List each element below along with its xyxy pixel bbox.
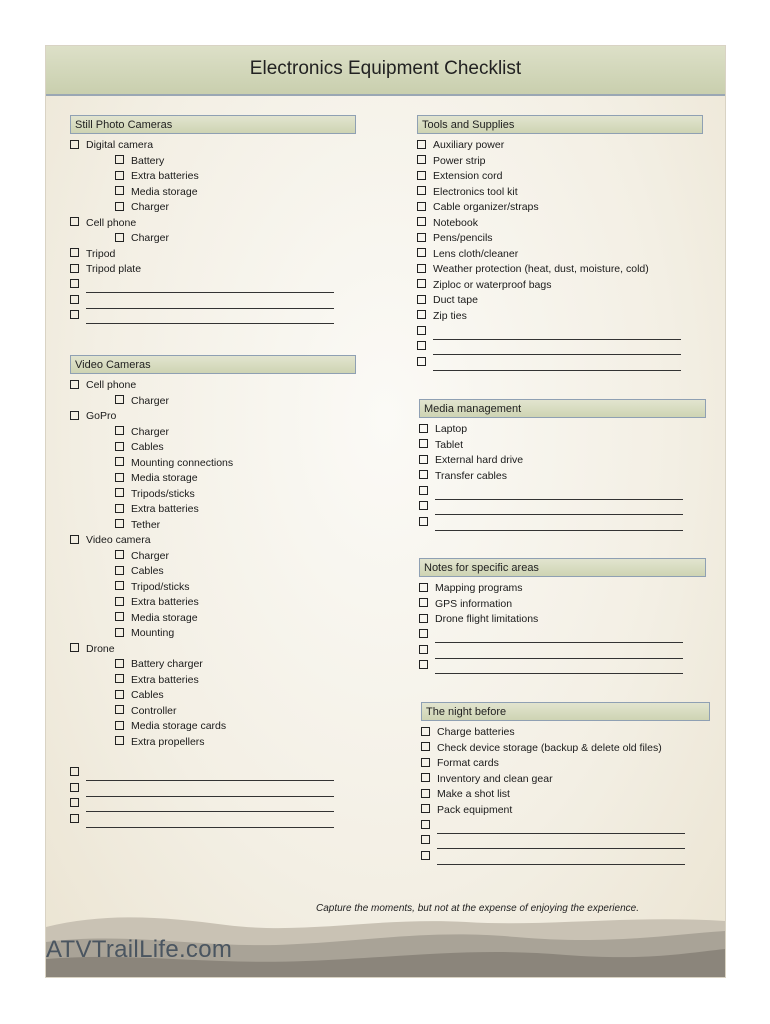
- checklist-item: [70, 580, 356, 596]
- blank-checklist-item: [70, 278, 356, 294]
- checklist-item: [419, 612, 706, 628]
- blank-checklist-item: [419, 643, 706, 659]
- item-label: Power strip: [433, 154, 486, 167]
- checkbox[interactable]: [417, 357, 426, 366]
- section-tools-and-supplies: [417, 115, 703, 371]
- blank-checklist-item: [421, 834, 710, 850]
- checkbox[interactable]: [417, 326, 426, 335]
- item-label: Lens cloth/cleaner: [433, 247, 519, 260]
- item-label: Zip ties: [433, 309, 467, 322]
- section-heading: Tools and Supplies: [417, 115, 703, 134]
- checklist-item: [417, 216, 703, 232]
- item-label: Battery: [131, 154, 165, 167]
- checklist-item: [70, 688, 356, 704]
- checklist-item: [70, 262, 356, 278]
- item-label: Mounting connections: [131, 456, 234, 469]
- checklist-item: [421, 756, 710, 772]
- checklist-item: [417, 169, 703, 185]
- checkbox[interactable]: [421, 727, 430, 736]
- checklist: [417, 138, 703, 371]
- checkbox[interactable]: [115, 705, 124, 714]
- checkbox[interactable]: [115, 519, 124, 528]
- checkbox[interactable]: [115, 721, 124, 730]
- checklist-item: [417, 309, 703, 325]
- checkbox[interactable]: [115, 674, 124, 683]
- write-in-line[interactable]: [435, 505, 683, 515]
- item-label: Notebook: [433, 216, 478, 229]
- checkbox[interactable]: [419, 614, 428, 623]
- item-label: Tripod/sticks: [131, 580, 190, 593]
- page-title: Electronics Equipment Checklist: [249, 58, 522, 79]
- checklist-item: [417, 185, 703, 201]
- write-in-line[interactable]: [86, 802, 334, 812]
- checklist-item: [70, 704, 356, 720]
- write-in-line[interactable]: [86, 283, 334, 293]
- checkbox[interactable]: [115, 457, 124, 466]
- checklist-item: [419, 453, 706, 469]
- checklist-item: [417, 247, 703, 263]
- blank-checklist-item: [421, 818, 710, 834]
- checkbox[interactable]: [115, 550, 124, 559]
- checkbox[interactable]: [70, 295, 79, 304]
- checkbox[interactable]: [419, 645, 428, 654]
- checklist-item: [70, 425, 356, 441]
- checklist-item: [70, 735, 356, 751]
- checklist-item: [70, 440, 356, 456]
- checklist-item: [70, 216, 356, 232]
- checklist-item: [417, 138, 703, 154]
- checkbox[interactable]: [419, 424, 428, 433]
- checkbox[interactable]: [417, 171, 426, 180]
- write-in-line[interactable]: [437, 824, 685, 834]
- checklist-item: [421, 803, 710, 819]
- section-heading: Notes for specific areas: [419, 558, 706, 577]
- write-in-line[interactable]: [86, 818, 334, 828]
- checkbox[interactable]: [115, 566, 124, 575]
- item-label: Tripods/sticks: [131, 487, 195, 500]
- item-label: Extra batteries: [131, 503, 199, 515]
- checkbox[interactable]: [115, 690, 124, 699]
- checkbox[interactable]: [70, 411, 79, 420]
- item-label: Make a shot list: [437, 788, 510, 800]
- checklist-item: [421, 725, 710, 741]
- checkbox[interactable]: [115, 171, 124, 180]
- checklist-item: [417, 200, 703, 216]
- checkbox[interactable]: [421, 804, 430, 813]
- write-in-line[interactable]: [433, 330, 681, 340]
- checklist-item: [70, 471, 356, 487]
- write-in-line[interactable]: [86, 787, 334, 797]
- checklist: [421, 725, 710, 865]
- item-label: Extra propellers: [131, 735, 205, 748]
- item-label: Check device storage (backup & delete old files): [437, 741, 662, 754]
- title-bar: [46, 46, 725, 96]
- checkbox[interactable]: [70, 248, 79, 257]
- blank-checklist-item: [417, 355, 703, 371]
- item-label: Cell phone: [86, 216, 137, 229]
- checkbox[interactable]: [70, 264, 79, 273]
- checkbox[interactable]: [115, 628, 124, 637]
- checklist-item: [419, 581, 706, 597]
- checklist-item: [70, 564, 356, 580]
- blank-checklist-item: [419, 659, 706, 675]
- checklist-item: [70, 502, 356, 518]
- checklist-item: [70, 626, 356, 642]
- checkbox[interactable]: [115, 659, 124, 668]
- blank-checklist-item: [417, 324, 703, 340]
- blank-checklist-item: [70, 797, 356, 813]
- item-label: Digital camera: [86, 139, 154, 151]
- item-label: Media storage: [131, 472, 198, 484]
- item-label: Transfer cables: [435, 469, 507, 482]
- checklist-item: [70, 185, 356, 201]
- write-in-line[interactable]: [86, 314, 334, 324]
- section-video-cameras: [70, 355, 356, 828]
- checklist-item: [70, 154, 356, 170]
- section-notes-for-specific-areas: [419, 558, 706, 674]
- item-label: Extension cord: [433, 170, 503, 182]
- checkbox[interactable]: [417, 202, 426, 211]
- footer-quote: Capture the moments, but not at the expense of enjoying the experience.: [316, 903, 639, 914]
- checkbox[interactable]: [419, 501, 428, 510]
- blank-checklist-item: [70, 781, 356, 797]
- blank-checklist-item: [419, 628, 706, 644]
- item-label: Tripod plate: [86, 263, 142, 275]
- checklist-item: [70, 231, 356, 247]
- checkbox[interactable]: [115, 736, 124, 745]
- write-in-line[interactable]: [435, 521, 683, 531]
- item-label: Cables: [131, 441, 164, 453]
- write-in-line[interactable]: [86, 771, 334, 781]
- checkbox[interactable]: [70, 279, 79, 288]
- item-label: Extra batteries: [131, 170, 199, 182]
- checklist: [419, 422, 706, 531]
- checkbox[interactable]: [70, 783, 79, 792]
- item-label: Charger: [131, 201, 169, 213]
- write-in-line[interactable]: [435, 649, 683, 659]
- item-label: Charger: [131, 394, 169, 407]
- item-label: Charge batteries: [437, 726, 515, 738]
- item-label: Pens/pencils: [433, 232, 493, 244]
- checkbox[interactable]: [115, 504, 124, 513]
- checklist: [419, 581, 706, 674]
- checkbox[interactable]: [417, 233, 426, 242]
- section-heading: Video Cameras: [70, 355, 356, 374]
- item-label: Extra batteries: [131, 673, 199, 686]
- section-heading: The night before: [421, 702, 710, 721]
- item-label: External hard drive: [435, 454, 524, 466]
- checkbox[interactable]: [70, 643, 79, 652]
- checkbox[interactable]: [417, 310, 426, 319]
- checkbox[interactable]: [70, 814, 79, 823]
- item-label: Cables: [131, 565, 164, 577]
- blank-checklist-item: [417, 340, 703, 356]
- section-heading: Media management: [419, 399, 706, 418]
- item-label: Format cards: [437, 757, 499, 769]
- item-label: Pack equipment: [437, 803, 513, 816]
- checkbox[interactable]: [417, 217, 426, 226]
- checklist-page: [46, 46, 725, 977]
- checkbox[interactable]: [115, 612, 124, 621]
- item-label: Video camera: [86, 534, 151, 546]
- blank-checklist-item: [70, 766, 356, 782]
- checklist-item: [70, 394, 356, 410]
- checkbox[interactable]: [115, 155, 124, 164]
- blank-checklist-item: [419, 515, 706, 531]
- checklist-item: [419, 438, 706, 454]
- checkbox[interactable]: [417, 295, 426, 304]
- checklist-item: [417, 293, 703, 309]
- write-in-line[interactable]: [437, 839, 685, 849]
- checklist-item: [421, 741, 710, 757]
- checkbox[interactable]: [421, 820, 430, 829]
- item-label: Charger: [131, 549, 169, 562]
- checklist-item: [70, 169, 356, 185]
- item-label: Tether: [131, 518, 161, 531]
- item-label: Media storage: [131, 185, 198, 198]
- checklist-item: [417, 231, 703, 247]
- checkbox[interactable]: [421, 758, 430, 767]
- item-label: Media storage: [131, 611, 198, 624]
- checkbox[interactable]: [419, 470, 428, 479]
- item-label: Duct tape: [433, 294, 478, 306]
- checklist-item: [421, 787, 710, 803]
- checkbox[interactable]: [421, 742, 430, 751]
- checklist-item: [70, 247, 356, 263]
- brand-logo-text: ATVTrailLife.com: [46, 936, 233, 963]
- item-label: GPS information: [435, 597, 513, 610]
- checklist-item: [70, 719, 356, 735]
- item-label: Battery charger: [131, 658, 203, 670]
- checkbox[interactable]: [70, 767, 79, 776]
- checkbox[interactable]: [115, 202, 124, 211]
- section-still-photo-cameras: [70, 115, 356, 324]
- section-media-management: [419, 399, 706, 531]
- checklist-item: [70, 549, 356, 565]
- list-spacer: [70, 750, 356, 766]
- item-label: Charger: [131, 425, 169, 438]
- checkbox[interactable]: [419, 517, 428, 526]
- item-label: Inventory and clean gear: [437, 772, 553, 785]
- checkbox[interactable]: [115, 395, 124, 404]
- checkbox[interactable]: [115, 233, 124, 242]
- checkbox[interactable]: [419, 486, 428, 495]
- item-label: Electronics tool kit: [433, 185, 518, 198]
- checkbox[interactable]: [421, 851, 430, 860]
- blank-checklist-item: [421, 849, 710, 865]
- write-in-line[interactable]: [437, 855, 685, 865]
- item-label: Cell phone: [86, 379, 137, 391]
- section-the-night-before: [421, 702, 710, 865]
- checklist-item: [70, 611, 356, 627]
- item-label: Controller: [131, 704, 177, 717]
- checklist-item: [70, 409, 356, 425]
- checkbox[interactable]: [417, 248, 426, 257]
- item-label: Media storage cards: [131, 720, 227, 732]
- checklist-item: [70, 673, 356, 689]
- checklist-item: [70, 657, 356, 673]
- item-label: Weather protection (heat, dust, moisture, cold): [433, 263, 649, 275]
- item-label: Cable organizer/straps: [433, 201, 539, 213]
- checkbox[interactable]: [115, 442, 124, 451]
- checkbox[interactable]: [70, 535, 79, 544]
- checklist-item: [70, 642, 356, 658]
- item-label: Tripod: [86, 247, 116, 260]
- checkbox[interactable]: [115, 597, 124, 606]
- checkbox[interactable]: [419, 629, 428, 638]
- write-in-line[interactable]: [433, 345, 681, 355]
- checkbox[interactable]: [70, 217, 79, 226]
- checkbox[interactable]: [70, 798, 79, 807]
- checkbox[interactable]: [115, 581, 124, 590]
- checklist-item: [70, 378, 356, 394]
- item-label: Mapping programs: [435, 582, 523, 594]
- checklist-item: [421, 772, 710, 788]
- checklist-item: [70, 518, 356, 534]
- item-label: Laptop: [435, 423, 468, 435]
- write-in-line[interactable]: [435, 633, 683, 643]
- blank-checklist-item: [419, 484, 706, 500]
- checkbox[interactable]: [115, 488, 124, 497]
- blank-checklist-item: [70, 309, 356, 325]
- checkbox[interactable]: [115, 426, 124, 435]
- item-label: Drone: [86, 642, 115, 655]
- checkbox[interactable]: [417, 264, 426, 273]
- item-label: Cables: [131, 689, 164, 701]
- blank-checklist-item: [419, 500, 706, 516]
- checkbox[interactable]: [421, 773, 430, 782]
- checklist-item: [70, 595, 356, 611]
- item-label: Mounting: [131, 627, 175, 639]
- checkbox[interactable]: [417, 140, 426, 149]
- item-label: Charger: [131, 232, 169, 244]
- checklist-item: [417, 262, 703, 278]
- item-label: Auxiliary power: [433, 139, 505, 151]
- write-in-line[interactable]: [435, 664, 683, 674]
- item-label: Ziploc or waterproof bags: [433, 278, 552, 291]
- checkbox[interactable]: [417, 186, 426, 195]
- checkbox[interactable]: [417, 341, 426, 350]
- checkbox[interactable]: [419, 439, 428, 448]
- item-label: Extra batteries: [131, 596, 199, 608]
- checklist-item: [70, 487, 356, 503]
- write-in-line[interactable]: [433, 361, 681, 371]
- checklist-item: [419, 422, 706, 438]
- checkbox[interactable]: [419, 455, 428, 464]
- checkbox[interactable]: [115, 186, 124, 195]
- checkbox[interactable]: [421, 789, 430, 798]
- blank-checklist-item: [70, 293, 356, 309]
- checkbox[interactable]: [115, 473, 124, 482]
- blank-checklist-item: [70, 812, 356, 828]
- section-heading: Still Photo Cameras: [70, 115, 356, 134]
- checklist-item: [419, 469, 706, 485]
- checkbox[interactable]: [70, 140, 79, 149]
- write-in-line[interactable]: [86, 299, 334, 309]
- checkbox[interactable]: [419, 583, 428, 592]
- item-label: Drone flight limitations: [435, 613, 539, 625]
- item-label: GoPro: [86, 410, 117, 422]
- checkbox[interactable]: [417, 155, 426, 164]
- checklist: [70, 378, 356, 828]
- checklist-item: [417, 278, 703, 294]
- checkbox[interactable]: [70, 310, 79, 319]
- checkbox[interactable]: [419, 598, 428, 607]
- checklist: [70, 138, 356, 324]
- checklist-item: [70, 200, 356, 216]
- checklist-item: [417, 154, 703, 170]
- checkbox[interactable]: [421, 835, 430, 844]
- checklist-item: [70, 533, 356, 549]
- write-in-line[interactable]: [435, 490, 683, 500]
- checklist-item: [70, 456, 356, 472]
- checkbox[interactable]: [417, 279, 426, 288]
- checklist-item: [70, 138, 356, 154]
- checklist-item: [419, 597, 706, 613]
- item-label: Tablet: [435, 438, 464, 451]
- checkbox[interactable]: [70, 380, 79, 389]
- checkbox[interactable]: [419, 660, 428, 669]
